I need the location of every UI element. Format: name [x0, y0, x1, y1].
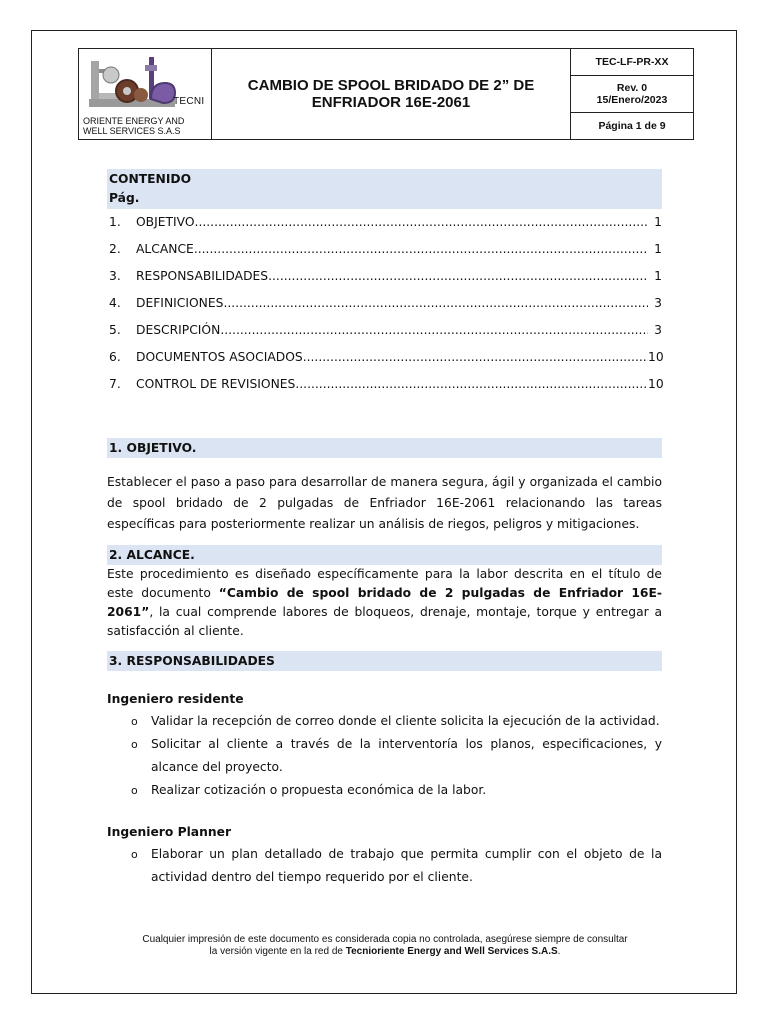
logo-text: TECNI [173, 96, 205, 107]
toc-item[interactable]: 3. RESPONSABILIDADES ..... 1 [107, 263, 662, 290]
page-number: Página 1 de 9 [571, 113, 694, 140]
toc-item-page: 1 [654, 242, 662, 256]
role-title: Ingeniero residente [107, 692, 244, 706]
document-body [107, 169, 662, 889]
toc-item[interactable]: 2. ALCANCE ..... 1 [107, 236, 662, 263]
title-line-2: ENFRIADOR 16E-2061 [311, 94, 471, 111]
toc-item-label: ALCANCE [136, 242, 194, 256]
toc-title: CONTENIDO [109, 172, 192, 186]
toc-item-page: 3 [654, 296, 662, 310]
company-name: ORIENTE ENERGY AND WELL SERVICES S.A.S [83, 116, 185, 136]
list-item: o Validar la recepción de correo donde el cliente solicita la ejecución de la actividad. [131, 710, 662, 733]
list-item: o Solicitar al cliente a través de la interventoría los planos, especificaciones, y alcance del proyecto. [131, 733, 662, 779]
revision-date: 15/Enero/2023 [596, 93, 668, 106]
toc-item-page: 3 [654, 323, 662, 337]
section-objetivo-text: Establecer el paso a paso para desarrollar de manera segura, ágil y organizada el cambio de spool bridado de 2 pulgadas de Enfriador 16E-2061 relacionando las tareas específicas para posteriormente realizar un análisis de riegos, peligros y mitigaciones. [107, 475, 662, 531]
toc-item-page: 10 [648, 350, 664, 364]
title-line-1: CAMBIO DE SPOOL BRIDADO DE 2” DE [247, 77, 535, 94]
toc-list [107, 209, 662, 398]
toc-item-page: 1 [654, 215, 662, 229]
toc-item-label: OBJETIVO [136, 215, 195, 229]
list-item: o Realizar cotización o propuesta económica de la labor. [131, 779, 662, 802]
toc-item-label: RESPONSABILIDADES [136, 269, 269, 283]
toc-item-label: DOCUMENTOS ASOCIADOS [136, 350, 303, 364]
toc-item-page: 1 [654, 269, 662, 283]
procedure-name: “Cambio de spool bridado de 2 pulgadas de Enfriador 16E-2061” [107, 586, 662, 619]
footer-notice-line2: la versión vigente en la red de Tecnioriente Energy and Well Services S.A.S. [209, 946, 561, 957]
logo-cell [79, 49, 212, 140]
section-responsabilidades-title: 3. RESPONSABILIDADES [107, 651, 662, 671]
toc-item[interactable]: 1. OBJETIVO ..... 1 [107, 209, 662, 236]
section-alcance-text: Este procedimiento es diseñado específicamente para la labor descrita en el título de este documento “Cambio de spool bridado de 2 pulgadas de Enfriador 16E-2061”, la cual comprende labores de bloqueos, drenaje, montaje, torque y entregar a satisfacción al cliente. [107, 567, 662, 638]
toc-item[interactable]: 6. DOCUMENTOS ASOCIADOS ..... 10 [107, 344, 662, 371]
toc-item-page: 10 [648, 377, 664, 391]
role-title: Ingeniero Planner [107, 825, 232, 839]
document-code: TEC-LF-PR-XX [571, 49, 694, 76]
toc-item[interactable]: 7. CONTROL DE REVISIONES ..... 10 [107, 371, 662, 398]
toc-page-label: Pág. [109, 191, 140, 205]
section-alcance-title: 2. ALCANCE. [107, 545, 662, 565]
company-logo [79, 49, 211, 115]
gear-logo-icon [87, 55, 177, 115]
document-page [31, 30, 737, 994]
document-title [212, 49, 571, 140]
toc-header [107, 169, 662, 209]
toc-item-label: DEFINICIONES [136, 296, 224, 310]
footer-company: Tecnioriente Energy and Well Services S.A.S [345, 946, 558, 957]
document-header [78, 48, 694, 140]
section-objetivo-title: 1. OBJETIVO. [107, 438, 662, 458]
toc-item[interactable]: 5. DESCRIPCIÓN ..... 3 [107, 317, 662, 344]
revision-number: Rev. 0 [616, 81, 648, 94]
role-task-list [107, 710, 662, 802]
revision-cell [571, 75, 694, 112]
toc-item-label: DESCRIPCIÓN [136, 323, 221, 337]
footer-notice: Cualquier impresión de este documento es considerada copia no controlada, asegúrese siempre de consultar [142, 934, 628, 945]
toc-item-label: CONTROL DE REVISIONES [136, 377, 296, 391]
list-item: o Elaborar un plan detallado de trabajo que permita cumplir con el objeto de la actividad dentro del tiempo requerido por el cliente. [131, 843, 662, 889]
page-footer [102, 934, 668, 958]
role-task-list [107, 843, 662, 889]
toc-item[interactable]: 4. DEFINICIONES ..... 3 [107, 290, 662, 317]
